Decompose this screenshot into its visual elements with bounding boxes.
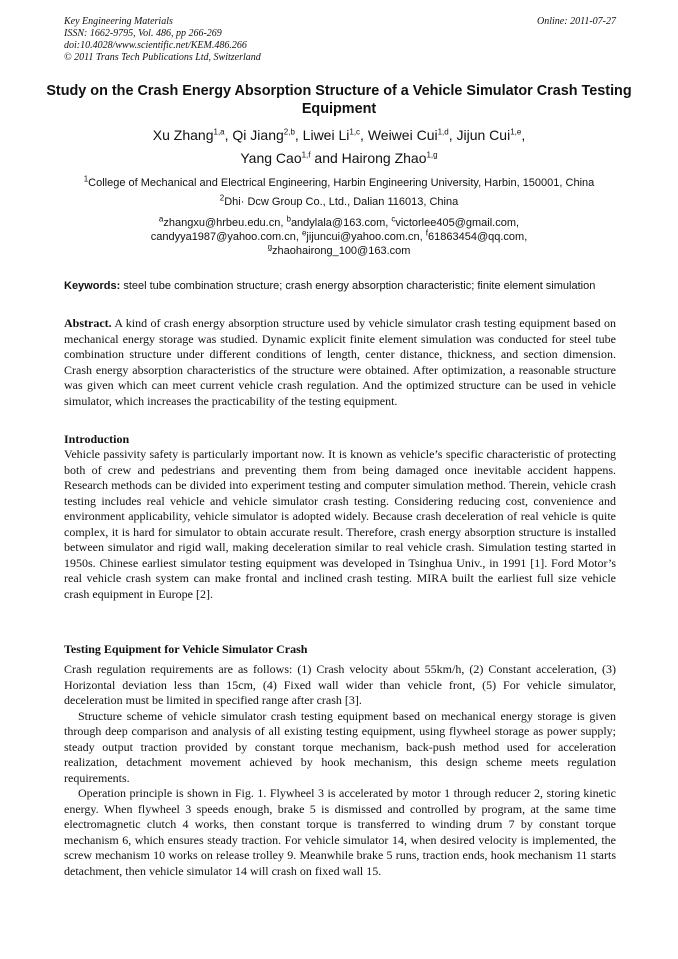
- issn-line: ISSN: 1662-9795, Vol. 486, pp 266-269: [64, 28, 222, 39]
- keywords-label: Keywords:: [64, 280, 121, 292]
- email-link[interactable]: zhangxu@hrbeu.edu.cn: [163, 217, 281, 229]
- section-heading-testing-equipment: Testing Equipment for Vehicle Simulator Crash: [64, 642, 308, 656]
- section-heading-introduction: Introduction: [64, 432, 130, 446]
- email-link[interactable]: candyya1987@yahoo.com.cn: [150, 231, 296, 243]
- author-name: Qi Jiang: [232, 127, 284, 143]
- author-name: Xu Zhang: [152, 127, 214, 143]
- email-link[interactable]: andylala@163.com: [290, 217, 386, 229]
- affiliation-2: $^2$Dhi· Dcw Group Co., Ltd., Dalian 116013, China: [219, 193, 459, 208]
- keywords: [64, 279, 616, 293]
- abstract-text: A kind of crash energy absorption structure used by vehicle simulator crash testing equipment based on mechanical energy storage was studied. Dynamic explicit finite element simulation was conducted for steel tube combination structure under different conditions of length, center distance, thickness, and section dimension. Crash energy absorption characteristics of the structure were obtained. After optimization, a reasonable structure was given which can meet current vehicle crash regulation. And the optimized structure can be used in vehicle simulator, which increases the practicability of the testing equipment.: [64, 316, 616, 408]
- author-name: Weiwei Cui: [367, 127, 438, 143]
- paper-title: Study on the Crash Energy Absorption Structure of a Vehicle Simulator Crash Testing Equipment: [46, 83, 632, 117]
- introduction-text: Vehicle passivity safety is particularly important now. It is known as vehicle’s specific characteristic of protecting both of crew and pedestrians and preventing them from being damaged once inevitable accident happens. Research methods can be divided into experiment testing and computer simulation method. Therein, vehicle crash testing includes real vehicle and vehicle simulator crash testing. Considering reducing cost, convenience and environment applicability, vehicle simulator is adopted widely. Because crash deceleration of real vehicle is quite complex, it is hard for simulator to obtain accurate result. Therefore, crash energy absorption structure is installed between simulator and rigid wall, making deceleration similar to real vehicle crash. Simulation testing started in 1950s. Chinese earliest simulator testing equipment was developed in Tsinghua Univ., in 1991 [1]. Ford Motor’s real vehicle crash system can make frontal and inclined crash testing. MIRA built the earliest full size vehicle crash equipment in Europe [2].: [64, 447, 616, 601]
- paragraph: Structure scheme of vehicle simulator crash testing equipment based on mechanical energy storage is given through deep comparison and analysis of all existing testing equipment, using flywheel storage as power supply; steady output traction provided by constant torque mechanism, back-push method used for acceleration realization, detachment movement achieved by hook mechanism, this design scheme meets regulation requirements.: [64, 708, 616, 785]
- affiliation-1: $^1$College of Mechanical and Electrical Engineering, Harbin Engineering University, Harbin, 150001, China: [83, 174, 595, 189]
- testing-equipment-text: [64, 662, 616, 879]
- email-line-3: $^g$zhaohairong_100@163.com: [267, 242, 411, 257]
- author-name: Hairong Zhao: [341, 150, 427, 166]
- abstract-label: Abstract.: [64, 316, 112, 330]
- abstract: [64, 316, 616, 409]
- doi-line: doi:10.4028/www.scientific.net/KEM.486.266: [64, 40, 247, 51]
- email-link[interactable]: zhaohairong_100@163.com: [272, 245, 411, 257]
- journal-name: Key Engineering Materials: [64, 16, 173, 27]
- copyright-line: © 2011 Trans Tech Publications Ltd, Switzerland: [64, 52, 261, 63]
- journal-header: [64, 16, 616, 64]
- email-link[interactable]: victorlee405@gmail.com: [395, 217, 517, 229]
- email-line-2: candyya1987@yahoo.com.cn, $^e$jijuncui@yahoo.com.cn, $^f$61863454@qq.com,: [150, 228, 528, 243]
- author-line-1: Xu Zhang$^{1,a}$, Qi Jiang$^{2,b}$, Liwei Li$^{1,c}$, Weiwei Cui$^{1,d}$, Jijun Cui$^{1,e}$,: [152, 127, 526, 143]
- paragraph: Crash regulation requirements are as follows: (1) Crash velocity about 55km/h, (2) Constant acceleration, (3) Horizontal deviation less than 15cm, (4) Fixed wall wider than vehicle front, (5) For vehicle simulator, deceleration must be limited in specified range after crash [3].: [64, 662, 616, 707]
- author-name: Jijun Cui: [456, 127, 511, 143]
- email-link[interactable]: jijuncui@yahoo.com.cn: [306, 231, 420, 243]
- author-line-2: Yang Cao$^{1,f}$ and Hairong Zhao$^{1,g}$: [240, 150, 438, 166]
- keywords-text: steel tube combination structure; crash energy absorption characteristic; finite element simulation: [123, 280, 596, 292]
- online-date: Online: 2011-07-27: [537, 16, 616, 27]
- author-list: [40, 124, 638, 170]
- email-line-1: $^a$zhangxu@hrbeu.edu.cn, $^b$andylala@163.com, $^c$victorlee405@gmail.com,: [158, 214, 520, 229]
- paragraph: Operation principle is shown in Fig. 1. Flywheel 3 is accelerated by motor 1 through reducer 2, storing kinetic energy. When flywheel 3 speeds enough, brake 5 is dismissed and controlled by program, at the same time electromagnetic clutch 4 works, then constant torque is transferred to winding drum 7 by constant torque mechanism 6, which ensures steady traction. For vehicle simulator 14, when desired velocity is implemented, the screw mechanism 10 works on release trolley 9. Meanwhile brake 5 runs, traction ends, hook mechanism 11 starts detachment, then vehicle simulator 14 will crash on fixed wall 15.: [64, 786, 616, 878]
- email-link[interactable]: 61863454@qq.com: [428, 231, 525, 243]
- email-list: [60, 216, 618, 258]
- author-name: Liwei Li: [302, 127, 350, 143]
- author-name: Yang Cao: [240, 150, 302, 166]
